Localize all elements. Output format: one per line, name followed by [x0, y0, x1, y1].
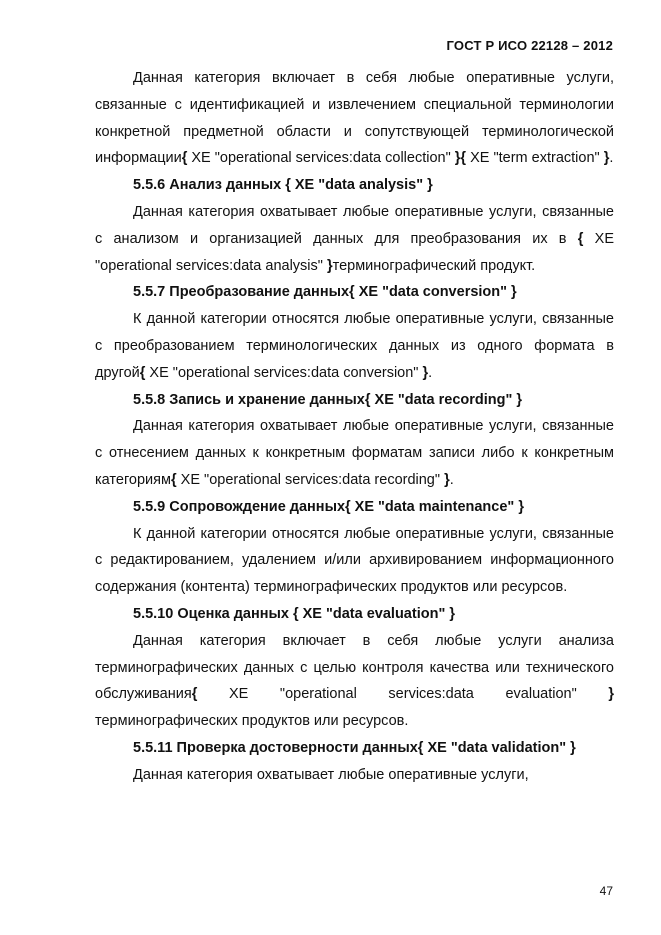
body-paragraph [95, 413, 614, 493]
field-brace: }{ [454, 150, 467, 167]
paragraph-text: Данная категория охватывает любые оперативные услуги, связанные с отнесением данных к конкретным форматам записи либо к конкретным категориям [95, 418, 614, 488]
body-paragraph [95, 628, 614, 735]
paragraph-text: XE "operational services:data recording" [176, 471, 445, 488]
document-body [95, 65, 614, 789]
paragraph-text: XE "operational services:data collection" [187, 150, 455, 167]
field-brace: { [181, 150, 188, 167]
field-brace: } [444, 471, 450, 488]
body-paragraph [95, 762, 614, 789]
paragraph-text: XE "term extraction" [466, 150, 604, 167]
paragraph-text: . [609, 150, 614, 167]
paragraph-text: . [428, 364, 433, 381]
section-heading: 5.5.11 Проверка достоверности данных{ XE "data validation" } [133, 739, 576, 756]
paragraph-text: XE "operational services:data conversion" [145, 364, 423, 381]
field-brace: } [603, 150, 610, 167]
field-brace: { [577, 230, 584, 247]
body-paragraph [95, 65, 614, 172]
paragraph-text: К данной категории относятся любые оперативные услуги, связанные с редактированием, удалением и/или архивированием информационного содержания (контента) терминографических продуктов или ресурсов. [95, 525, 614, 596]
paragraph-text: Данная категория включает в себя любые услуги анализа терминографических данных с целью контроля качества или технического обслуживания [95, 632, 614, 703]
field-brace: { [139, 364, 146, 381]
paragraph-text: К данной категории относятся любые оперативные услуги, связанные с преобразованием терминологических данных из одного формата в другой [95, 311, 614, 381]
page-number: 47 [599, 884, 613, 898]
body-paragraph [95, 521, 614, 601]
section-heading: 5.5.9 Сопровождение данных{ XE "data maintenance" } [133, 498, 524, 515]
field-brace: { [170, 471, 177, 488]
body-paragraph [95, 199, 614, 279]
field-brace: { [191, 686, 198, 703]
paragraph-text: XE "operational services:data analysis" [95, 230, 615, 274]
field-brace: } [608, 686, 614, 703]
field-brace: } [422, 364, 429, 381]
field-brace: } [326, 257, 333, 274]
section-heading: 5.5.6 Анализ данных { XE "data analysis" } [133, 177, 433, 194]
paragraph-text: . [449, 471, 454, 488]
paragraph-text: Данная категория охватывает любые оперативные услуги, [133, 766, 529, 783]
document-header: ГОСТ Р ИСО 22128 – 2012 [446, 38, 613, 53]
section-heading: 5.5.8 Запись и хранение данных{ XE "data recording" } [133, 391, 523, 408]
section-heading: 5.5.10 Оценка данных { XE "data evaluation" } [133, 605, 455, 622]
paragraph-text: XE "operational services:data evaluation" [197, 686, 609, 703]
paragraph-text: Данная категория охватывает любые оперативные услуги, связанные с анализом и организацией данных для преобразования их в [95, 203, 614, 247]
paragraph-text: терминографический продукт. [332, 257, 536, 274]
paragraph-text: терминографических продуктов или ресурсов. [95, 713, 409, 730]
section-heading: 5.5.7 Преобразование данных{ XE "data conversion" } [133, 284, 517, 301]
body-paragraph [95, 306, 614, 386]
paragraph-text: Данная категория включает в себя любые оперативные услуги, связанные с идентификацией и извлечением специальной терминологии конкретной предметной области и сопутствующей терминологической информации [95, 70, 614, 167]
